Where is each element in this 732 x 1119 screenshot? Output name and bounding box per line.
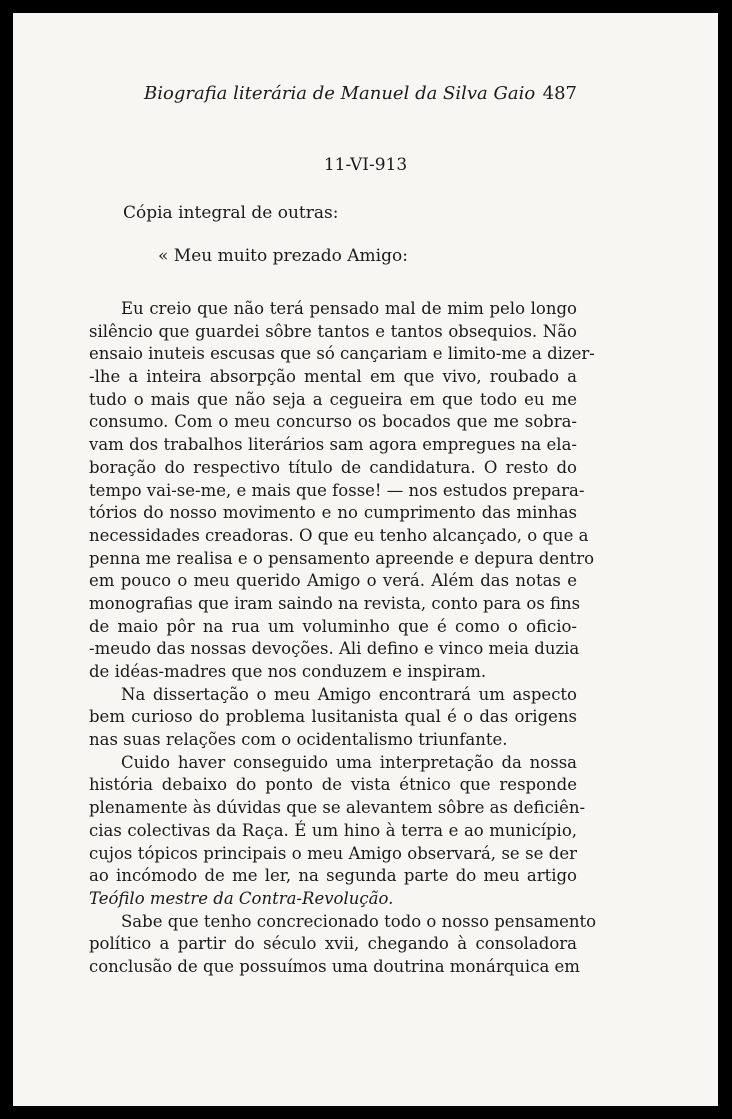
text-line: ensaio inuteis escusas que só cançariam e limito-me a dizer-	[89, 344, 595, 364]
page-number: 487	[542, 83, 577, 104]
text-line: história debaixo do ponto de vista étnico que responde	[89, 775, 577, 795]
text-line: Sabe que tenho concrecionado todo o nosso pensamento	[121, 911, 597, 931]
text-line: de idéas-madres que nos conduzem e inspiram.	[89, 662, 487, 681]
text-line: Eu creio que não terá pensado mal de mim pelo longo	[121, 299, 577, 318]
text-line: monografias que iram saindo na revista, conto para os fins	[89, 593, 581, 613]
text-line: consumo. Com o meu concurso os bocados que me sobra-	[89, 412, 577, 432]
text-line: bem curioso do problema lusitanista qual é o das origens	[89, 707, 577, 727]
text-line: -meudo das nossas devoções. Ali defino e vinco meia duzia	[89, 639, 580, 659]
text-line: silêncio que guardei sôbre tantos e tantos obsequios. Não	[89, 321, 577, 341]
intro-line: Cópia integral de outras:	[123, 203, 339, 223]
text-line: nas suas relações com o ocidentalismo triunfante.	[89, 730, 508, 750]
text-line: vam dos trabalhos literários sam agora empregues na ela-	[89, 435, 577, 455]
text-line-italic-title: Teófilo mestre da Contra-Revolução.	[89, 888, 394, 908]
running-header	[144, 83, 577, 104]
text-line: conclusão de que possuímos uma doutrina monárquica em	[89, 956, 580, 976]
text-line: penna me realisa e o pensamento apreende e depura dentro	[89, 548, 595, 568]
text-line: cias colectivas da Raça. É um hino à terra e ao município,	[89, 820, 577, 840]
text-line: tórios do nosso movimento e no cumprimento das minhas	[89, 503, 577, 523]
text-line: Na dissertação o meu Amigo encontrará um aspecto	[121, 684, 577, 704]
text-line: ao incómodo de me ler, na segunda parte do meu artigo	[89, 866, 577, 886]
text-line: necessidades creadoras. O que eu tenho alcançado, o que a	[89, 525, 589, 545]
text-line: de maio pôr na rua um voluminho que é como o oficio-	[89, 616, 577, 636]
text-line: político a partir do século xvii, chegando à consoladora	[89, 934, 577, 954]
text-line: cujos tópicos principais o meu Amigo observará, se se der	[89, 843, 577, 863]
salutation: « Meu muito prezado Amigo:	[158, 246, 408, 266]
text-line: -lhe a inteira absorpção mental em que vivo, roubado a	[89, 367, 577, 387]
running-title: Biografia literária de Manuel da Silva Gaio	[144, 83, 536, 104]
text-line: plenamente às dúvidas que se alevantem sôbre as deficiên-	[89, 798, 586, 818]
letter-body	[89, 298, 597, 979]
page	[13, 13, 718, 1106]
text-line: em pouco o meu querido Amigo o verá. Além das notas e	[89, 571, 577, 591]
text-line: tempo vai-se-me, e mais que fosse! — nos estudos prepara-	[89, 480, 585, 500]
text-line: tudo o mais que não seja a cegueira em que todo eu me	[89, 389, 577, 409]
text-line: Cuido haver conseguido uma interpretação da nossa	[121, 752, 577, 772]
text-line: boração do respectivo título de candidatura. O resto do	[89, 457, 577, 477]
letter-date: 11-VI-913	[323, 155, 408, 175]
